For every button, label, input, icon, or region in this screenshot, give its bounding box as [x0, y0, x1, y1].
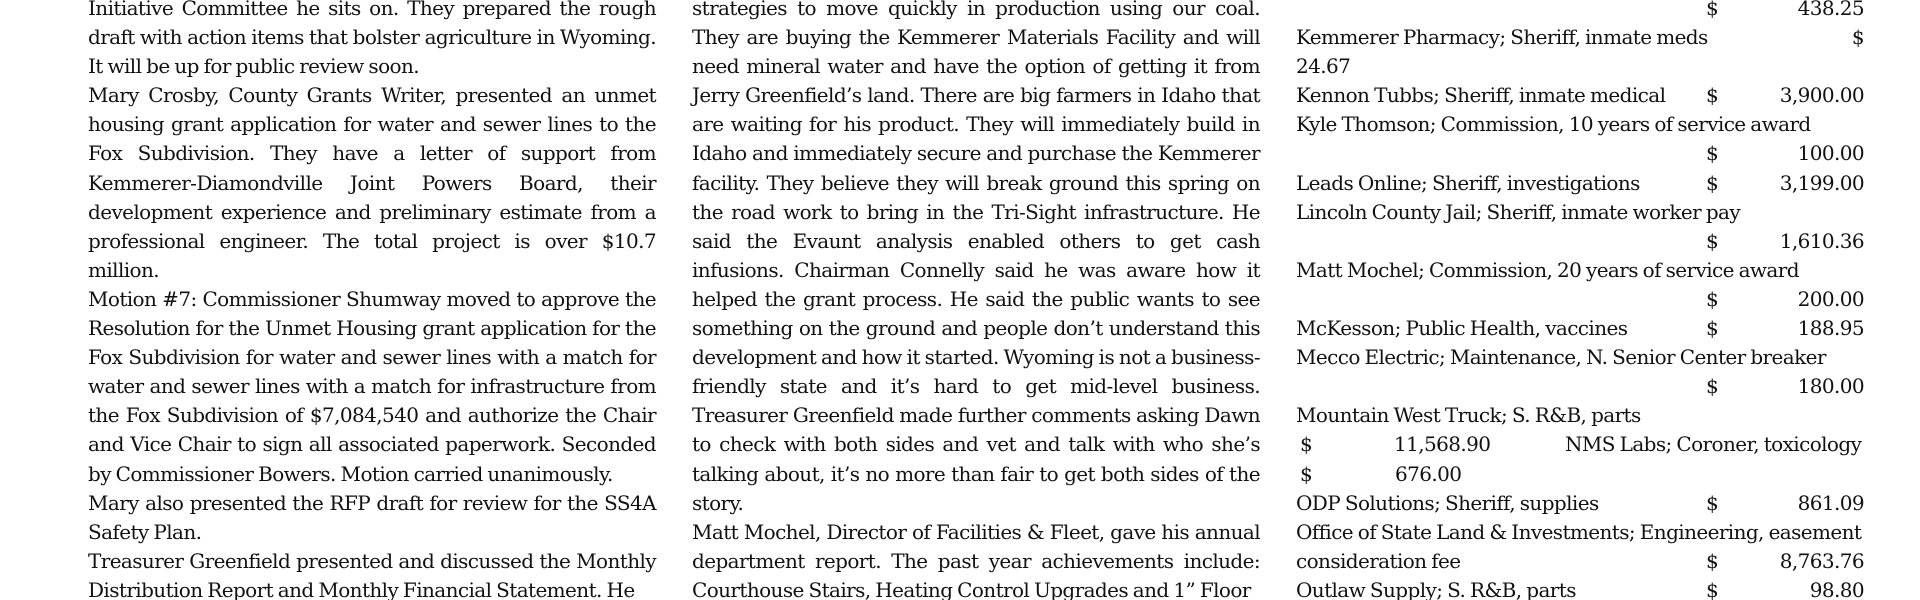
list-item: [1296, 576, 1864, 600]
dollar-sign: $: [1706, 577, 1719, 600]
dollar-sign: $: [1706, 548, 1719, 573]
list-item: [1296, 0, 1864, 23]
amount: 861.09: [1797, 490, 1864, 515]
paragraph: Treasurer Greenfield presented and discussed the Monthly Distribution Report and Monthly Financial Statement. He: [88, 548, 656, 600]
paragraph: Motion #7: Commissioner Shumway moved to approve the Resolution for the Unmet Housing grant application for the Fox Subdivision for water and sewer lines with a match for water and sewer lines with a match for infrastructure from the Fox Subdivision of $7,084,540 and authorize the Chair and Vice Chair to sign all associated paperwork. Seconded by Commissioner Bowers. Motion carried unanimously.: [88, 286, 656, 486]
amount: 200.00: [1797, 286, 1864, 311]
column-1: [88, 0, 656, 600]
list-item: [1296, 110, 1864, 139]
payee-text: Mountain West Truck; S. R&B, parts: [1296, 403, 1641, 428]
list-item: [1296, 256, 1864, 285]
dollar-sign: $: [1300, 461, 1313, 486]
payee-text: NMS Labs; Coroner, toxicology: [1565, 432, 1862, 457]
column-2: [692, 0, 1260, 600]
amount: 180.00: [1797, 374, 1864, 399]
dollar-sign: $: [1706, 316, 1719, 341]
list-item: [1296, 430, 1864, 459]
dollar-sign: $: [1706, 490, 1719, 515]
dollar-sign: $: [1706, 83, 1719, 108]
amount: 100.00: [1797, 141, 1864, 166]
amount: 24.67: [1296, 54, 1351, 79]
list-item: [1296, 489, 1864, 518]
payee-text: Matt Mochel; Commission, 20 years of service award: [1296, 257, 1799, 282]
list-item: [1296, 198, 1864, 227]
payee-text: Lincoln County Jail; Sheriff, inmate worker pay: [1296, 199, 1741, 224]
payee-text: Outlaw Supply; S. R&B, parts: [1296, 577, 1576, 600]
list-item: [1296, 139, 1864, 168]
amount: 676.00: [1395, 461, 1462, 486]
list-item: [1296, 23, 1864, 52]
dollar-sign: $: [1706, 141, 1719, 166]
paragraph: strategies to move quickly in production using our coal. They are buying the Kemmerer Materials Facility and will need mineral water and have the option of getting it from Jerry Greenfield’s land. There are big farmers in Idaho that are waiting for his product. They will immediately build in Idaho and immediately secure and purchase the Kemmerer facility. They believe they will break ground this spring on the road work to bring in the Tri-Sight infrastructure. He said the Evaunt analysis enabled others to get cash infusions. Chairman Connelly said he was aware how it helped the grant process. He said the public wants to see something on the ground and people don’t understand this development and how it started. Wyoming is not a business-friendly state and it’s hard to get mid-level business. Treasurer Greenfield made further comments asking Dawn to check with both sides and vet and talk with who she’s talking about, it’s no more than fair to get both sides of the story.: [692, 0, 1260, 515]
list-item: [1296, 460, 1864, 489]
paragraph: Mary Crosby, County Grants Writer, presented an unmet housing grant application for water and sewer lines to the Fox Subdivision. They have a letter of support from Kemmerer-Diamondville Joint Powers Board, their development experience and preliminary estimate from a professional engineer. The total project is over $10.7 million.: [88, 83, 656, 282]
payee-text: Kemmerer Pharmacy; Sheriff, inmate meds: [1296, 25, 1708, 50]
list-item: [1296, 372, 1864, 401]
payee-text: Kennon Tubbs; Sheriff, inmate medical: [1296, 83, 1666, 108]
dollar-sign: $: [1706, 228, 1719, 253]
payee-text: ODP Solutions; Sheriff, supplies: [1296, 490, 1599, 515]
list-item: [1296, 169, 1864, 198]
list-item: [1296, 518, 1864, 547]
dollar-sign: $: [1706, 170, 1719, 195]
payee-text: Office of State Land & Investments; Engineering, easement: [1296, 519, 1862, 544]
payee-text: Kyle Thomson; Commission, 10 years of service award: [1296, 112, 1811, 137]
amount: 438.25: [1797, 0, 1864, 20]
paragraph: Matt Mochel, Director of Facilities & Fleet, gave his annual department report. The past year achievements include: Courthouse Stairs, Heating Control Upgrades and 1” Floor: [692, 519, 1260, 600]
list-item: [1296, 314, 1864, 343]
paragraph: Initiative Committee he sits on. They prepared the rough draft with action items that bolster agriculture in Wyoming. It will be up for public review soon.: [88, 0, 656, 79]
dollar-sign: $: [1706, 374, 1719, 399]
amount: 188.95: [1797, 316, 1864, 341]
amount: 11,568.90: [1394, 432, 1491, 457]
amount: 3,900.00: [1779, 83, 1864, 108]
list-item: [1296, 401, 1864, 430]
list-item: [1296, 81, 1864, 110]
amount: 8,763.76: [1779, 548, 1864, 573]
dollar-sign: $: [1300, 432, 1313, 457]
list-item: [1296, 547, 1864, 576]
payee-text: McKesson; Public Health, vaccines: [1296, 316, 1628, 341]
payee-text: Mecco Electric; Maintenance, N. Senior Center breaker: [1296, 345, 1826, 370]
paragraph: Mary also presented the RFP draft for review for the SS4A Safety Plan.: [88, 490, 656, 544]
amount: 3,199.00: [1779, 170, 1864, 195]
amount: 1,610.36: [1779, 228, 1864, 253]
list-item: [1296, 227, 1864, 256]
payee-text: Leads Online; Sheriff, investigations: [1296, 170, 1640, 195]
list-item: [1296, 52, 1864, 81]
column-3-claims-list: [1296, 0, 1864, 600]
dollar-sign: $: [1851, 25, 1864, 50]
dollar-sign: $: [1706, 286, 1719, 311]
dollar-sign: $: [1706, 0, 1719, 20]
payee-text: consideration fee: [1296, 548, 1461, 573]
amount: 98.80: [1809, 577, 1864, 600]
list-item: [1296, 285, 1864, 314]
list-item: [1296, 343, 1864, 372]
